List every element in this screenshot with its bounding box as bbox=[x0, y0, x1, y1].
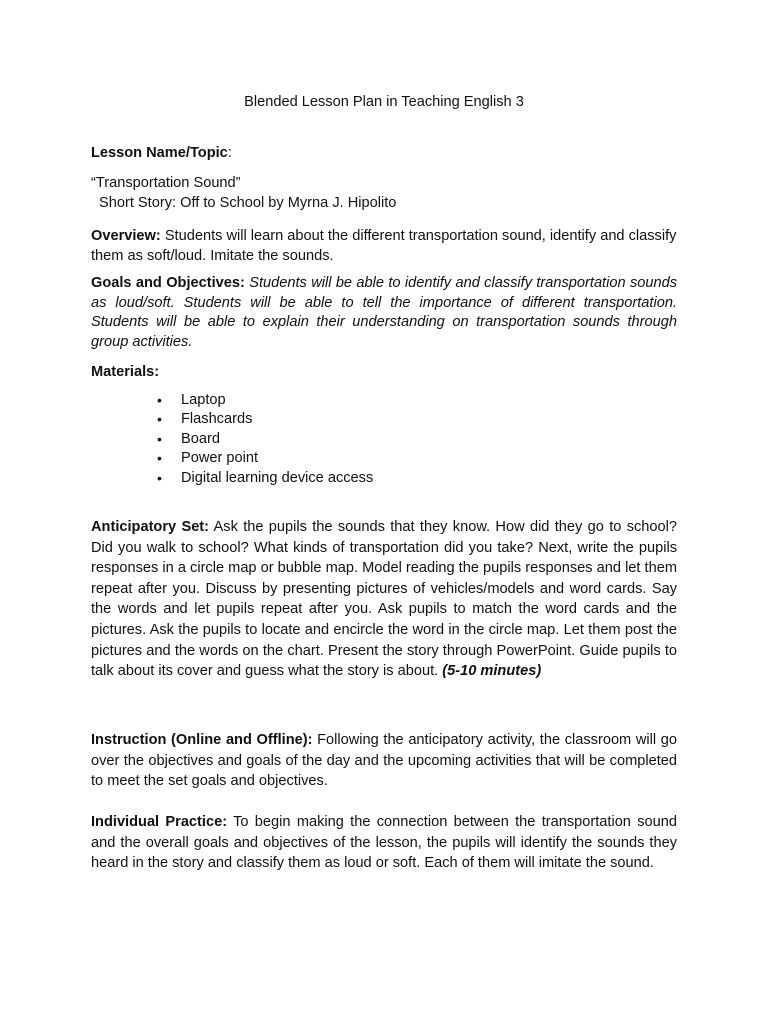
list-item bbox=[91, 391, 373, 410]
goals-label: Goals and Objectives: bbox=[91, 275, 245, 291]
individual-practice-paragraph bbox=[91, 812, 677, 874]
anticipatory-label: Anticipatory Set: bbox=[91, 519, 210, 535]
instruction-text: Following the anticipatory activity, the classroom will go over the objectives and goals of the day and the upcoming activities that will be completed to meet the set goals and objectives. bbox=[91, 732, 677, 790]
lesson-topic: “Transportation Sound” bbox=[91, 175, 241, 191]
materials-heading: Materials: bbox=[91, 364, 160, 380]
list-item bbox=[91, 469, 373, 488]
lesson-name-label: Lesson Name/Topic bbox=[91, 145, 228, 161]
instruction-label: Instruction (Online and Offline): bbox=[91, 732, 313, 748]
instruction-paragraph bbox=[91, 730, 677, 792]
bullet-icon: • bbox=[157, 411, 162, 428]
list-item bbox=[91, 410, 373, 429]
bullet-icon: • bbox=[157, 469, 162, 486]
lesson-name-colon: : bbox=[227, 145, 232, 161]
list-item-label: Board bbox=[181, 430, 220, 447]
anticipatory-time: (5-10 minutes) bbox=[442, 663, 542, 680]
overview-text: Students will learn about the different transportation sound, identify and classify them as soft/loud. Imitate the sounds. bbox=[91, 228, 677, 264]
goals-text: Students will be able to identify and classify transportation sounds as loud/soft. Students will be able to tell the importance of different transportation. Students will be able to explain their understanding on transportation sounds through group activities. bbox=[91, 275, 677, 350]
individual-practice-text: To begin making the connection between the transportation sound and the overall goals and objectives of the lesson, the pupils will identify the sounds they heard in the story and classify them as loud or soft. Each of them will imitate the sound. bbox=[91, 814, 677, 872]
bullet-icon: • bbox=[157, 430, 162, 447]
overview-label: Overview: bbox=[91, 228, 161, 244]
goals-paragraph bbox=[91, 274, 677, 352]
list-item bbox=[91, 449, 373, 468]
list-item-label: Laptop bbox=[181, 392, 226, 408]
materials-list bbox=[91, 391, 373, 488]
overview-paragraph bbox=[91, 226, 677, 266]
anticipatory-paragraph bbox=[91, 517, 677, 682]
list-item-label: Power point bbox=[181, 450, 259, 467]
list-item bbox=[91, 430, 373, 449]
lesson-name-heading bbox=[91, 143, 677, 163]
lesson-story: Short Story: Off to School by Myrna J. Hipolito bbox=[99, 195, 397, 211]
bullet-icon: • bbox=[157, 450, 162, 467]
list-item-label: Digital learning device access bbox=[181, 469, 374, 486]
anticipatory-text: Ask the pupils the sounds that they know. How did they go to school? Did you walk to school? What kinds of transportation did you take? Next, write the pupils responses in a circle map or bubble map. Model reading the pupils responses and let them repeat after you. Discuss by presenting pictures of vehicles/models and word cards. Say the words and let pupils repeat after you. Ask pupils to match the word cards and the pictures. Ask the pupils to locate and encircle the word in the circle map. Let them post the pictures and the words on the chart. Present the story through PowerPoint. Guide pupils to talk about its cover and guess what the story is about. bbox=[91, 519, 677, 680]
bullet-icon: • bbox=[157, 392, 162, 408]
list-item-label: Flashcards bbox=[181, 411, 253, 428]
document-title: Blended Lesson Plan in Teaching English 3 bbox=[244, 94, 524, 110]
individual-practice-label: Individual Practice: bbox=[91, 814, 228, 830]
